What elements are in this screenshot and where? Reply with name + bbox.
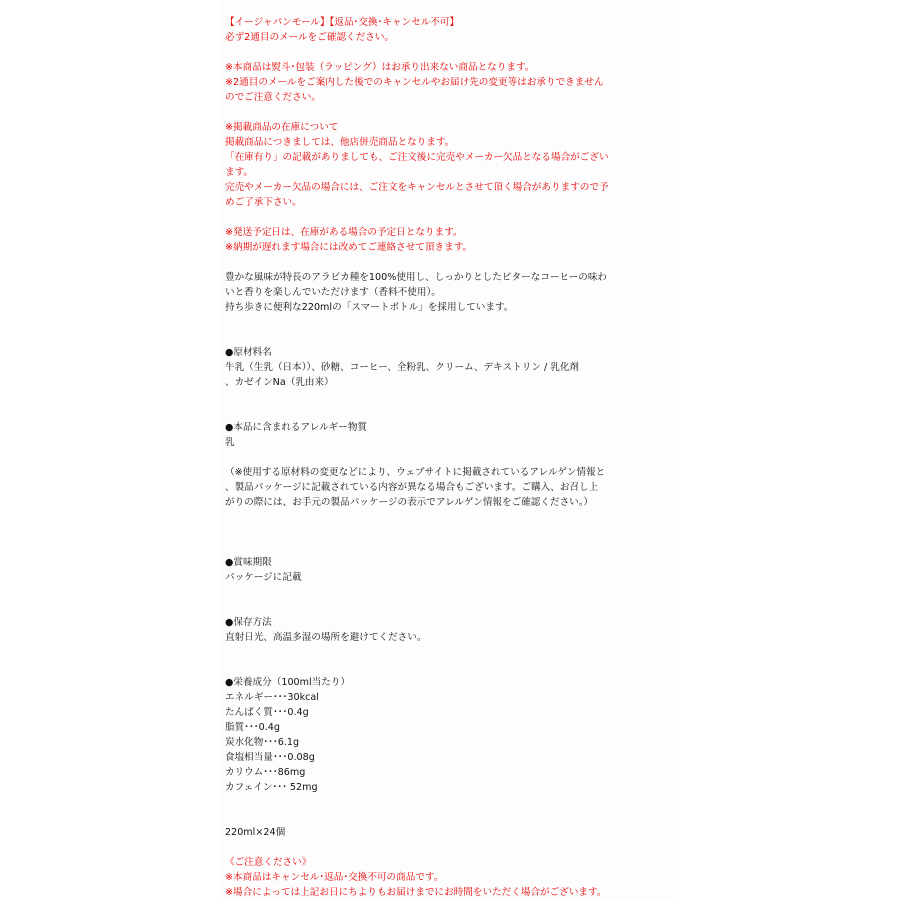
- shipping-date-notice: ※発送予定日は、在庫がある場合の予定日となります。: [225, 227, 463, 238]
- nutrition-heading: ●栄養成分（100ml当たり）: [225, 677, 351, 688]
- delivery-delay-notice: ※納期が遅れます場合には改めてご連絡させて頂きます。: [225, 242, 473, 253]
- nutrition-item-carbs: 炭水化物･･･6.1g: [225, 737, 300, 748]
- product-description-panel: [219, 0, 674, 900]
- cancel-notice-line: ※2通目のメールをご案内した後でのキャンセルやお届け先の変更等はお承りできません: [225, 77, 604, 88]
- package-quantity: 220ml×24個: [225, 827, 286, 838]
- nutrition-item-energy: エネルギー･･･30kcal: [225, 692, 319, 703]
- nutrition-item-caffeine: カフェイン･･･ 52mg: [225, 782, 318, 793]
- nutrition-item-fat: 脂質･･･0.4g: [225, 722, 280, 733]
- allergens-note-line: （※使用する原材料の変更などにより、ウェブサイトに掲載されているアレルゲン情報と: [225, 467, 606, 478]
- cancel-notice-line-cont: のでご注意ください。: [225, 92, 321, 103]
- allergens-note-line: がりの際には、お手元の製品パッケージの表示でアレルゲン情報をご確認ください。）: [225, 497, 594, 508]
- ingredients-heading: ●原材料名: [225, 347, 272, 358]
- description-line: 豊かな風味が特長のアラビカ種を100%使用し、しっかりとしたビターなコーヒーの味わ: [225, 272, 608, 283]
- stock-notice-title: ※掲載商品の在庫について: [225, 122, 339, 133]
- nutrition-item-potassium: カリウム･･･86mg: [225, 767, 306, 778]
- stock-notice-line: 「在庫有り」の記載がありましても、ご注文後に完売やメーカー欠品となる場合がござい: [225, 152, 609, 163]
- description-content: [225, 15, 670, 900]
- footer-delivery-time-notice: ※場合によっては上記お日にちよりもお届けまでにお時間をいただく場合がございます。: [225, 887, 607, 898]
- allergens-note-line: 、製品パッケージに記載されている内容が異なる場合もございます。ご購入、お召し上: [225, 482, 599, 493]
- ingredients-line: 、カゼインNa（乳由来）: [225, 377, 334, 388]
- expiry-value: パッケージに記載: [225, 572, 302, 583]
- allergens-value: 乳: [225, 437, 235, 448]
- expiry-heading: ●賞味期限: [225, 557, 272, 568]
- allergens-heading: ●本品に含まれるアレルギー物質: [225, 422, 368, 433]
- stock-notice-line: ます。: [225, 167, 254, 178]
- store-notice-line: 【イージャパンモール】【返品･交換･キャンセル不可】: [225, 17, 460, 28]
- nutrition-item-protein: たんぱく質･･･0.4g: [225, 707, 309, 718]
- footer-no-return-notice: ※本商品はキャンセル･返品･交換不可の商品です。: [225, 872, 444, 883]
- storage-heading: ●保存方法: [225, 617, 272, 628]
- storage-value: 直射日光、高温多湿の場所を避けてください。: [225, 632, 427, 643]
- description-line: 持ち歩きに便利な220mlの「スマートボトル」を採用しています。: [225, 302, 514, 313]
- email-confirm-line: 必ず2通目のメールをご確認ください。: [225, 32, 395, 43]
- stock-notice-line: 掲載商品につきましては、他店併売商品となります。: [225, 137, 455, 148]
- nutrition-item-salt: 食塩相当量･･･0.08g: [225, 752, 315, 763]
- footer-caution-title: 《ご注意ください》: [225, 857, 312, 868]
- wrapping-notice-line: ※本商品は熨斗･包装（ラッピング）はお承り出来ない商品となります。: [225, 62, 535, 73]
- stock-notice-line: めご了承下さい。: [225, 197, 302, 208]
- stock-notice-line: 完売やメーカー欠品の場合には、ご注文をキャンセルとさせて頂く場合がありますので予: [225, 182, 609, 193]
- ingredients-line: 牛乳（生乳（日本））、砂糖、コーヒー、全粉乳、クリーム、デキストリン / 乳化剤: [225, 362, 580, 373]
- description-line: いと香りを楽しんでいただけます（香料不使用）。: [225, 287, 441, 298]
